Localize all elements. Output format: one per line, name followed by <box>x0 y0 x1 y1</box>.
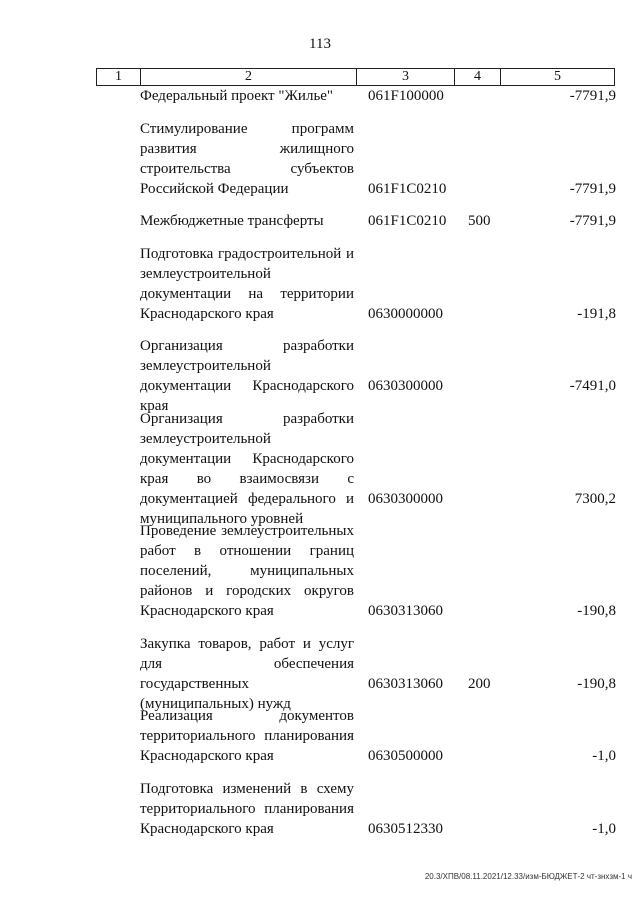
row-code: 0630500000 <box>368 748 443 764</box>
row-code: 061F1C0210 <box>368 213 447 229</box>
row-amount: -191,8 <box>577 305 616 322</box>
header-col-4: 4 <box>455 69 501 85</box>
row-name: Межбюджетные трансферты <box>140 213 324 229</box>
table-row <box>0 634 640 712</box>
row-expense-type: 500 <box>468 213 491 229</box>
document-footer-code: 20.3/ХПВ/08.11.2021/12.33/изм-БЮДЖЕТ-2 чт-знхзм-1 ч <box>424 872 632 881</box>
row-name: Организация разработки землеустроительной документации Краснодарского края <box>140 338 354 414</box>
row-amount: -7491,0 <box>569 378 616 394</box>
table-row <box>0 409 640 527</box>
table-row <box>0 336 640 414</box>
row-amount: -7791,9 <box>569 213 616 229</box>
table-row <box>0 779 640 839</box>
row-code: 0630000000 <box>368 305 443 322</box>
header-col-5: 5 <box>554 69 561 84</box>
table-row <box>0 521 640 621</box>
row-code: 0630313060 <box>368 675 443 692</box>
row-code: 0630512330 <box>368 820 443 837</box>
table-row <box>0 706 640 766</box>
row-amount: -7791,9 <box>569 88 616 104</box>
row-name: Подготовка изменений в схему территориального планирования Краснодарского края <box>140 780 354 837</box>
table-header <box>96 68 615 86</box>
table-row <box>0 211 640 231</box>
row-amount: -1,0 <box>592 748 616 764</box>
row-code: 061F100000 <box>368 88 444 104</box>
table-row <box>0 244 640 324</box>
row-name: Федеральный проект "Жилье" <box>140 88 334 104</box>
header-col-3: 3 <box>357 69 455 85</box>
page-number: 113 <box>309 36 331 52</box>
row-name: Стимулирование программ развития жилищного строительства субъектов Российской Федерации <box>140 120 354 197</box>
row-expense-type: 200 <box>468 675 491 692</box>
table-row <box>0 86 640 106</box>
row-name: Организация разработки землеустроительной документации Краснодарского края во взаимосвязи с документацией федерального и муниципального уровней <box>140 410 354 527</box>
row-name: Подготовка градостроительной и землеустроительной документации на территории Краснодарского края <box>140 245 354 322</box>
budget-table-body <box>0 86 640 839</box>
row-code: 0630300000 <box>368 378 443 394</box>
row-code: 0630300000 <box>368 490 443 507</box>
row-name: Проведение землеустроительных работ в отношении границ поселений, муниципальных районов и городских округов Краснодарского края <box>140 523 354 619</box>
row-amount: -7791,9 <box>569 180 616 197</box>
row-code: 061F1C0210 <box>368 180 447 197</box>
row-amount: -190,8 <box>577 675 616 692</box>
table-row <box>0 119 640 199</box>
header-col-1: 1 <box>97 69 141 85</box>
row-amount: 7300,2 <box>574 490 616 507</box>
row-amount: -190,8 <box>577 603 616 619</box>
header-col-2: 2 <box>141 69 357 85</box>
row-amount: -1,0 <box>592 820 616 837</box>
row-name: Реализация документов территориального планирования Краснодарского края <box>140 708 354 764</box>
row-name: Закупка товаров, работ и услуг для обеспечения государственных (муниципальных) нужд <box>140 635 354 712</box>
row-code: 0630313060 <box>368 603 443 619</box>
